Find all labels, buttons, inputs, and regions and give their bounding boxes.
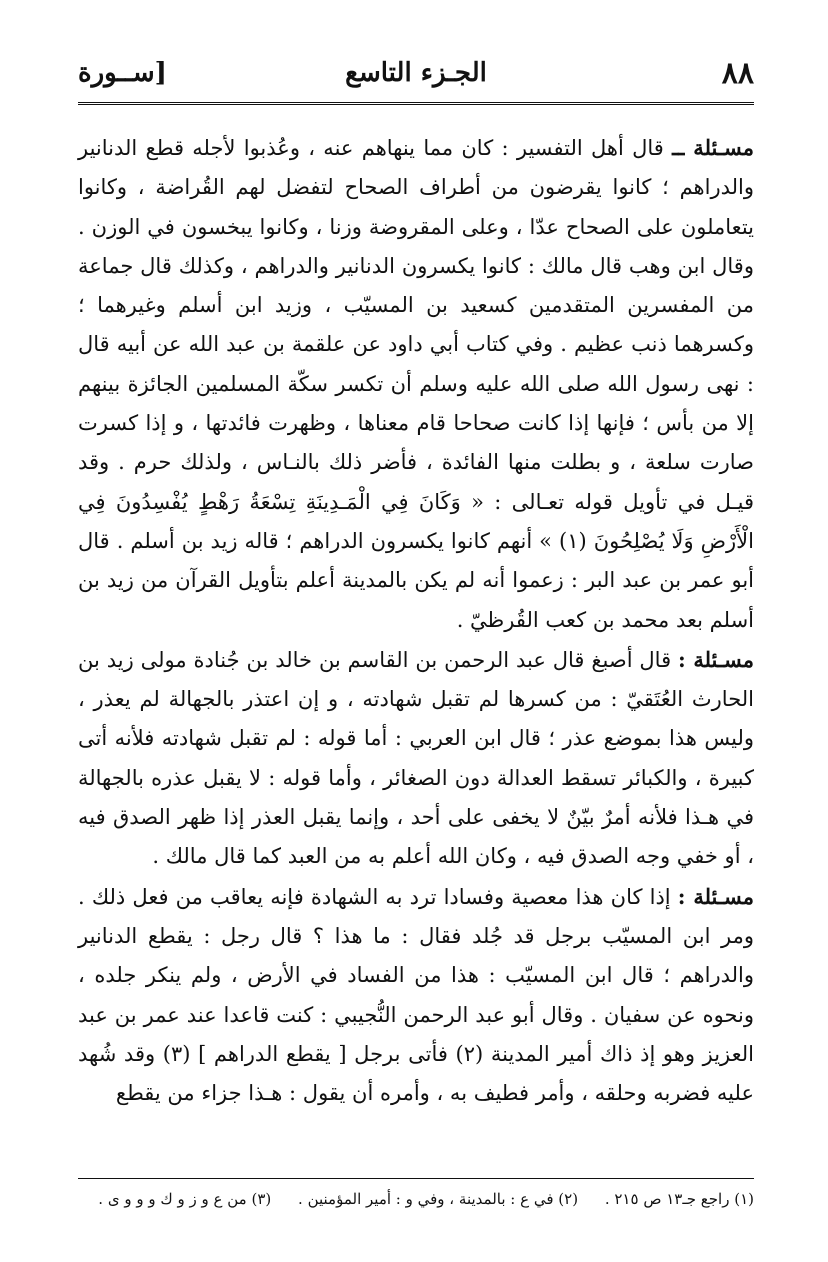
footnote-line: [78, 1187, 754, 1211]
footnote-3: (٣) من ع و ز و ك و و و ى .: [98, 1190, 272, 1208]
paragraph-lead: مسـئلة ــ: [672, 135, 754, 160]
paragraph-body: إذا كان هذا معصية وفسادا ترد به الشهادة فإنه يعاقب من فعل ذلك . ومر ابن المسيّب برجل قد جُلد فقال : ما هذا ؟ قال رجل : يقطع الدنانير والدراهم ؛ قال ابن المسيّب : هذا من الفساد في الأرض ، ولم ينكر جلده ، ونحوه عن سفيان . وقال أبو عبد الرحمن النُّجيبي : كنت قاعدا عند عمر بن عبد العزيز وهو إذ ذاك أمير المدينة (٢) فأتى برجل [ يقطع الدراهم ] (٣) وقد شُهد عليه فضربه وحلقه ، وأمر فطيف به ، وأمره أن يقول : هـذا جزاء من يقطع: [78, 884, 754, 1106]
page-number: ٨٨: [721, 56, 754, 91]
page-header: [78, 50, 754, 105]
surah-label: [ســورة: [78, 58, 167, 88]
paragraph-body: قال أهل التفسير : كان مما ينهاهم عنه ، وعُذبوا لأجله قطع الدنانير والدراهم ؛ كانوا يقرضون من أطراف الصحاح لتفضل لهم القُراضة ، وكانوا يتعاملون على الصحاح عدّا ، وعلى المقروضة وزنا ، وكانوا يبخسون في الوزن . وقال ابن وهب قال مالك : كانوا يكسرون الدنانير والدراهم ، وكذلك قال جماعة من المفسرين المتقدمين كسعيد بن المسيّب ، وزيد ابن أسلم وغيرهما ؛ وكسرهما ذنب عظيم . وفي كتاب أبي داود عن علقمة بن عبد الله عن أبيه قال : نهى رسول الله صلى الله عليه وسلم أن تكسر سكّة المسلمين الجائزة بينهم إلا من بأس ؛ فإنها إذا كانت صحاحا قام معناها ، وظهرت فائدتها ، و إذا كسرت صارت سلعة ، و بطلت منها الفائدة ، فأضر ذلك بالنـاس ، ولذلك حرم . وقد قيـل في تأويل قوله تعـالى : « وَكَانَ فِي الْمَـدِينَةِ تِسْعَةُ رَهْطٍ يُفْسِدُونَ فِي الْأَرْضِ وَلَا يُصْلِحُونَ (١) » أنهم كانوا يكسرون الدراهم ؛ قاله زيد بن أسلم . قال أبو عمر بن عبد البر : زعموا أنه لم يكن بالمدينة أعلم بتأويل القرآن من زيد بن أسلم بعد محمد بن كعب القُرظيّ .: [78, 136, 754, 632]
footnote-2: (٢) في ع : بالمدينة ، وفي و : أمير المؤمنين .: [298, 1190, 579, 1208]
paragraph-lead: مسـئلة :: [678, 646, 755, 672]
paragraph-2: [78, 640, 754, 877]
footnotes: [78, 1178, 754, 1211]
paragraph-3: [78, 877, 754, 1114]
paragraph-body: قال أصبغ قال عبد الرحمن بن القاسم بن خالد بن جُنادة مولى زيد بن الحارث العُتَقيّ : من كسرها لم تقبل شهادته ، و إن اعتذر بالجهالة لم يعذر ، وليس هذا بموضع عذر ؛ قال ابن العربي : أما قوله : لم تقبل شهادته فلأنه أتى كبيرة ، والكبائر تسقط العدالة دون الصغائر ، وأما قوله : لا يقبل عذره بالجهالة في هـذا فلأنه أمرٌ بيّنٌ لا يخفى على أحد ، وإنما يقبل العذر إذا ظهر الصدق فيه ، أو خفي وجه الصدق فيه ، وكان الله أعلم به من العبد كما قال مالك .: [78, 647, 754, 869]
paragraph-lead: مسـئلة :: [677, 883, 754, 909]
paragraph-1: [78, 128, 754, 640]
footnote-1: (١) راجع جـ١٣ ص ٢١٥ .: [604, 1190, 754, 1208]
main-text: [78, 128, 754, 1113]
running-title: الجـزء التاسع: [345, 58, 487, 88]
